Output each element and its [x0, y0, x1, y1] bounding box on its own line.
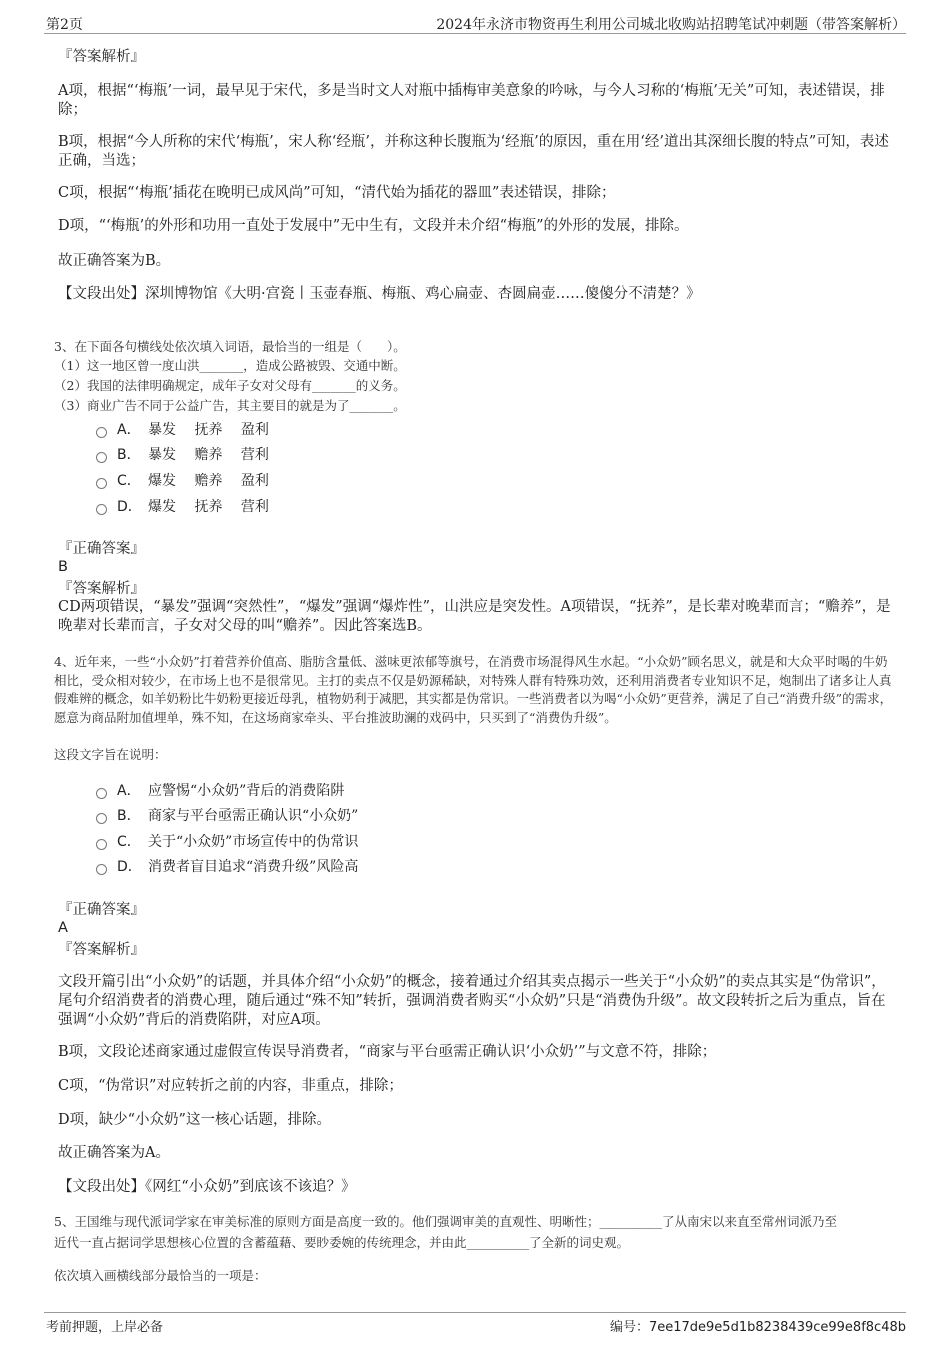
q4-analysis-main: 文段开篇引出“小众奶”的话题，并具体介绍“小众奶”的概念，接着通过介绍其卖点揭示一些关于“小众奶”的卖点其实是“伪常识”，尾句介绍消费者的消费心理，随后通过“殊不知”转折，强调消费者购买“小众奶”只是“消费伪升级”。故文段转折之后为重点，旨在强调“小众奶”背后的消费陷阱，对应A项。 [58, 974, 886, 1028]
q2-analysis-d: D项，“‘梅瓶’的外形和功用一直处于发展中”无中生有，文段并未介绍“梅瓶”的外形的发展，排除。 [58, 218, 689, 234]
radio-icon[interactable] [96, 813, 107, 824]
q3-sentence-3: （3）商业广告不同于公益广告，其主要目的就是为了_______。 [54, 398, 406, 413]
document-title: 2024年永济市物资再生利用公司城北收购站招聘笔试冲刺题（带答案解析） [436, 17, 906, 33]
q2-analysis-label: 『答案解析』 [58, 49, 145, 65]
q3-correct-label: 『正确答案』 [58, 541, 145, 557]
radio-icon[interactable] [96, 427, 107, 438]
q4-analysis-c: C项，“伪常识”对应转折之前的内容，非重点，排除； [58, 1078, 403, 1094]
q2-analysis-a: A项，根据“‘梅瓶’一词，最早见于宋代，多是当时文人对瓶中插梅审美意象的吟咏，与今人习称的‘梅瓶’无关”可知，表述错误，排除； [58, 83, 885, 118]
footer-slogan: 考前押题，上岸必备 [46, 1320, 164, 1335]
q3-stem: 3、在下面各句横线处依次填入词语，最恰当的一组是（ ）。 [54, 339, 406, 354]
q4-option-a[interactable]: A． 应警惕“小众奶”背后的消费陷阱 [96, 781, 344, 801]
radio-icon[interactable] [96, 788, 107, 799]
radio-icon[interactable] [96, 504, 107, 515]
q2-analysis-b: B项，根据“今人所称的宋代‘梅瓶’，宋人称‘经瓶’，并称这种长腹瓶为‘经瓶’的原因，重在用‘经’道出其深细长腹的特点”可知，表述正确，当选； [58, 134, 889, 169]
q4-analysis-label: 『答案解析』 [58, 942, 145, 958]
q5-question: 依次填入画横线部分最恰当的一项是： [54, 1268, 267, 1283]
q4-conclusion: 故正确答案为A。 [58, 1145, 170, 1161]
q4-correct-label: 『正确答案』 [58, 902, 145, 918]
document-code: 编号：7ee17de9e5d1b8238439ce99e8f8c48b [609, 1320, 906, 1335]
q3-option-b[interactable]: B． 暴发 赡养 营利 [96, 445, 269, 465]
q4-option-c[interactable]: C． 关于“小众奶”市场宣传中的伪常识 [96, 832, 358, 852]
q4-source: 【文段出处】《网红“小众奶”到底该不该追？》 [58, 1179, 356, 1195]
q4-analysis-b: B项，文段论述商家通过虚假宣传误导消费者，“商家与平台亟需正确认识‘小众奶’”与文意不符，排除； [58, 1044, 717, 1060]
q2-analysis-c: C项，根据“‘梅瓶’插花在晚明已成风尚”可知，“清代始为插花的器皿”表述错误，排除； [58, 185, 616, 201]
q5-stem-line-1: 5、王国维与现代派词学家在审美标准的原则方面是高度一致的。他们强调审美的直观性、明晰性；__________了从南宋以来直至常州词派乃至 [54, 1214, 837, 1229]
q4-stem: 4、近年来，一些“小众奶”打着营养价值高、脂肪含量低、滋味更浓郁等旗号，在消费市场混得风生水起。“小众奶”顾名思义，就是和大众平时喝的牛奶相比，受众相对较少，在市场上也不是很常见。主打的卖点不仅是奶源稀缺，对特殊人群有特殊功效，还利用消费者专业知识不足，炮制出了诸多让人真假难辨的概念，如羊奶粉比牛奶粉更接近母乳，植物奶利于减肥，其实都是伪常识。一些消费者以为喝“小众奶”更营养，满足了自己“消费升级”的需求，愿意为商品附加值埋单，殊不知，在这场商家牵头、平台推波助澜的戏码中，只买到了“消费伪升级”。 [54, 654, 893, 725]
page-number: 第2页 [46, 17, 83, 33]
radio-icon[interactable] [96, 839, 107, 850]
radio-icon[interactable] [96, 864, 107, 875]
q4-option-d[interactable]: D． 消费者盲目追求“消费升级”风险高 [96, 857, 358, 877]
header-divider [44, 33, 906, 34]
q3-sentence-1: （1）这一地区曾一度山洪_______，造成公路被毁、交通中断。 [54, 358, 406, 373]
q4-option-b[interactable]: B． 商家与平台亟需正确认识“小众奶” [96, 806, 358, 826]
q3-sentence-2: （2）我国的法律明确规定，成年子女对父母有_______的义务。 [54, 378, 406, 393]
q3-correct-answer: B [58, 559, 68, 575]
radio-icon[interactable] [96, 452, 107, 463]
q3-option-a[interactable]: A． 暴发 抚养 盈利 [96, 420, 269, 440]
q2-source: 【文段出处】深圳博物馆《大明·宫瓷丨玉壶春瓶、梅瓶、鸡心扁壶、杏圆扁壶……傻傻分不清楚？》 [58, 286, 701, 302]
footer-divider [44, 1312, 906, 1313]
q3-analysis: CD两项错误，“暴发”强调“突然性”，“爆发”强调“爆炸性”，山洪应是突发性。A项错误，“抚养”，是长辈对晚辈而言；“赡养”，是晚辈对长辈而言，子女对父母的叫“赡养”。因此答案选B。 [58, 599, 891, 634]
q2-conclusion: 故正确答案为B。 [58, 253, 171, 269]
q3-option-d[interactable]: D． 爆发 抚养 营利 [96, 497, 269, 517]
q4-question: 这段文字旨在说明： [54, 747, 167, 762]
q3-analysis-label: 『答案解析』 [58, 581, 145, 597]
q3-option-c[interactable]: C． 爆发 赡养 盈利 [96, 471, 269, 491]
q5-stem-line-2: 近代一直占据词学思想核心位置的含蓄蕴藉、要眇委婉的传统理念，并由此__________了全新的词史观。 [54, 1235, 630, 1250]
q4-analysis-d: D项，缺少“小众奶”这一核心话题，排除。 [58, 1112, 331, 1128]
radio-icon[interactable] [96, 478, 107, 489]
q4-correct-answer: A [58, 920, 68, 936]
